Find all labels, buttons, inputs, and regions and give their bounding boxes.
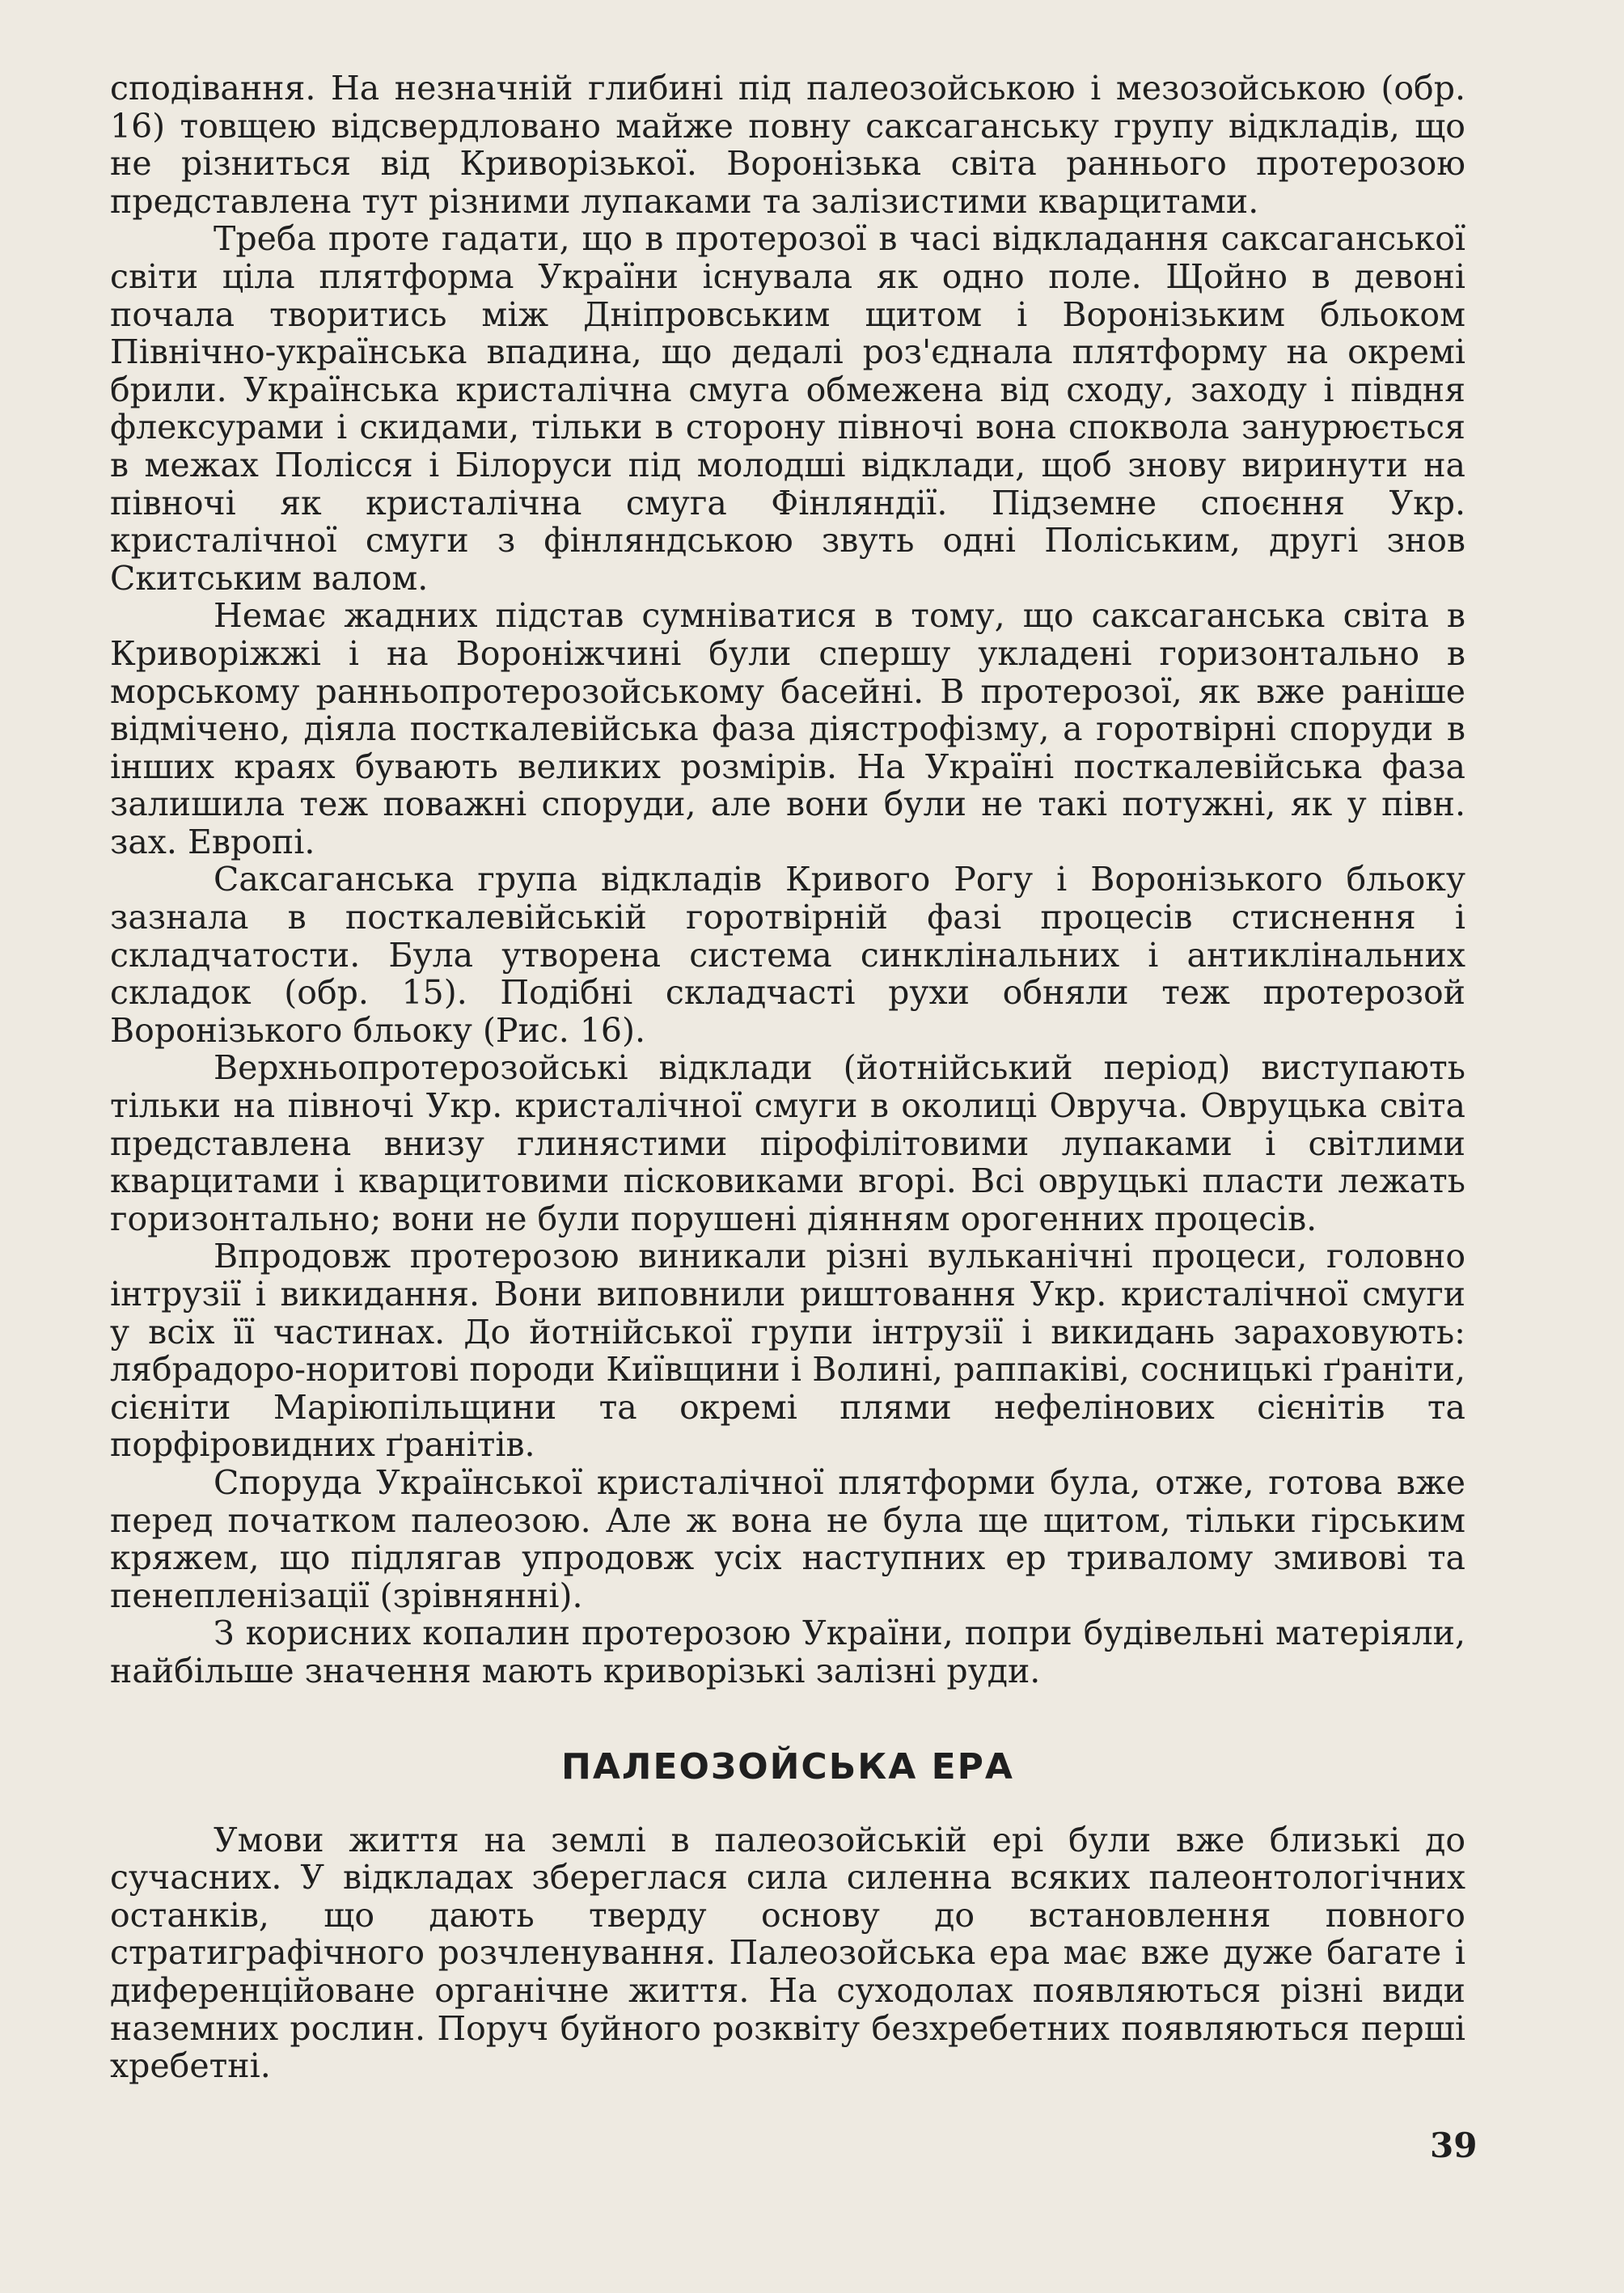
page-text (110, 70, 1465, 2085)
paragraph: Немає жадних підстав сумніватися в тому, що саксаганська світа в Криворіжжі і на Вороніжчині були спершу укладені горизонтально в морському ранньопротерозойському басейні. В протерозої, як вже раніше відмічено, діяла посткалевійська фаза діястрофізму, а горотвірні споруди в інших краях бувають великих розмірів. На Україні посткалевійська фаза залишила теж поважні споруди, але вони були не такі потужні, як у півн. зах. Европі. (110, 596, 1465, 861)
paragraph: Впродовж протерозою виникали різні вульканічні процеси, головно інтрузії і викидання. Вони виповнили риштовання Укр. кристалічної смуги у всіх її частинах. До йотнійської групи інтрузії і викидань зараховують: лябрадоро-норитові породи Київщини і Волині, раппаківі, сосницькі ґраніти, сієніти Маріюпільщини та окремі плями нефелінових сієнітів та порфіровидних ґранітів. (110, 1237, 1465, 1465)
paragraph: Треба проте гадати, що в протерозої в часі відкладання саксаганської світи ціла плятформа України існувала як одно поле. Щойно в девоні почала творитись між Дніпровським щитом і Воронізьким бльоком Північно-українська впадина, що дедалі роз'єднала плятформу на окремі брили. Українська кристалічна смуга обмежена від сходу, заходу і півдня флексурами і скидами, тільки в сторону півночі вона споквола занурюється в межах Полісся і Білоруси під молодші відклади, щоб знову виринути на півночі як кристалічна смуга Фінляндії. Підземне споєння Укр. кристалічної смуги з фінляндською звуть одні Поліським, другі знов Скитським валом. (110, 219, 1465, 598)
paragraph: Саксаганська група відкладів Кривого Рогу і Воронізького бльоку зазнала в посткалевійській горотвірній фазі процесів стиснення і складчатости. Була утворена система синклінальних і антиклінальних складок (обр. 15). Подібні складчасті рухи обняли теж протерозой Воронізького бльоку (Рис. 16). (110, 860, 1465, 1050)
paragraph: Верхньопротерозойські відклади (йотнійський період) виступають тільки на півночі Укр. кристалічної смуги в околиці Овруча. Овруцька світа представлена внизу глинястими пірофілітовими лупаками і світлими кварцитами і кварцитовими пісковиками вгорі. Всі овруцькі пласти лежать горизонтально; вони не були порушені діянням орогенних процесів. (110, 1048, 1465, 1238)
paragraph: Умови життя на землі в палеозойській ері були вже близькі до сучасних. У відкладах збереглася сила силенна всяких палеонтологічних останків, що дають тверду основу до встановлення повного стратиграфічного розчленування. Палеозойська ера має вже дуже багате і диференційоване органічне життя. На суходолах появляються різні види наземних рослин. Поруч буйного розквіту безхребетних появляються перші хребетні. (110, 1820, 1465, 2086)
paragraph: Споруда Української кристалічної плятформи була, отже, готова вже перед початком палеозою. Але ж вона не була ще щитом, тільки гірським кряжем, що підлягав упродовж усіх наступних ер тривалому змивові та пенепленізації (зрівнянні). (110, 1462, 1465, 1615)
paragraph: З корисних копалин протерозою України, попри будівельні матеріяли, найбільше значення мають криворізькі залізні руди. (110, 1614, 1465, 1690)
section-heading: ПАЛЕОЗОЙСЬКА ЕРА (561, 1745, 1014, 1787)
page-number: 39 (1430, 2126, 1478, 2165)
paragraph: сподівання. На незначній глибині під палеозойською і мезозойською (обр. 16) товщею відсвердловано майже повну саксаганську групу відкладів, що не різниться від Криворізької. Воронізька світа раннього протерозою представлена тут різними лупаками та залізистими кварцитами. (110, 69, 1465, 221)
